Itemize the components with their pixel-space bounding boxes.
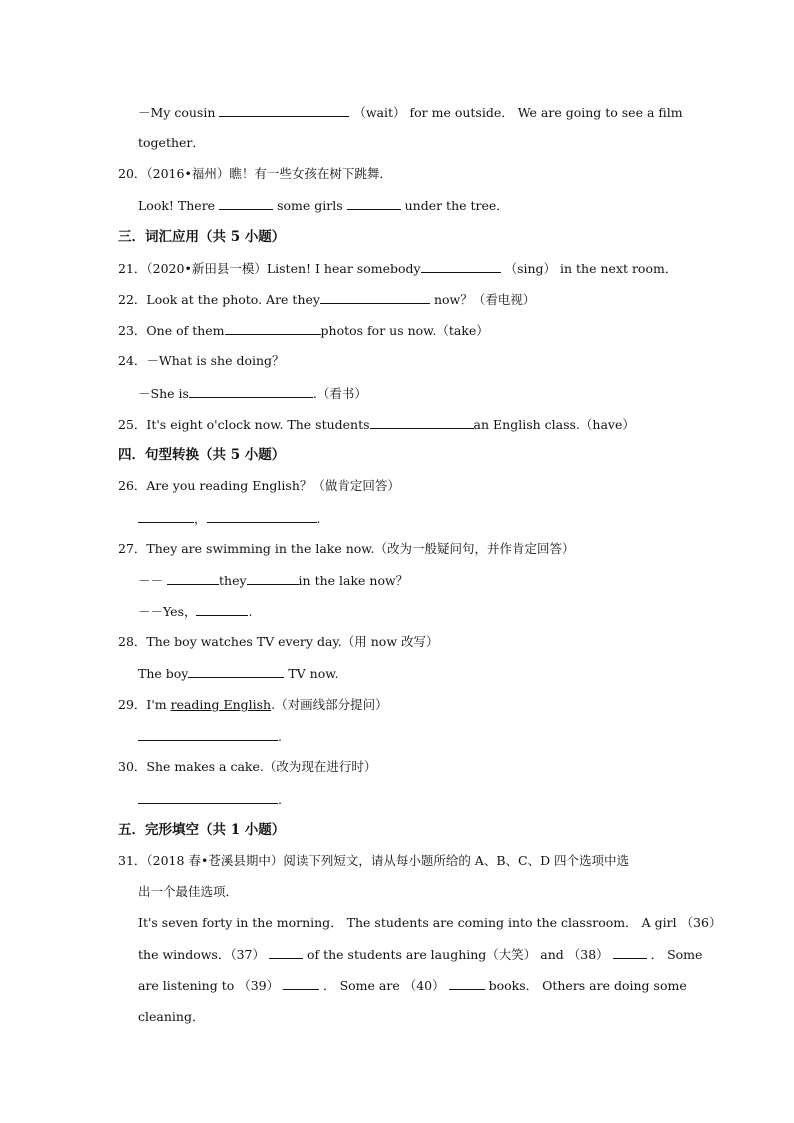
q21-text-a: 21．（2020•新田县一模）Listen! I hear somebody (118, 261, 421, 276)
q25-text-a: 25．It's eight o'clock now. The students (118, 417, 370, 432)
q27-they: they (219, 573, 247, 588)
q26-blank-2[interactable] (207, 509, 317, 523)
q31-passage-4: cleaning． (138, 1009, 205, 1024)
q31-blank-40[interactable] (449, 976, 485, 990)
section-3-title: 三．词汇应用（共 5 小题） (118, 229, 286, 245)
q27-blank-3[interactable] (196, 602, 248, 616)
q24-question: 24．－What is she doing？ (118, 353, 285, 368)
q21-text-b: （sing） in the next room． (504, 261, 678, 276)
q20-blank-2[interactable] (347, 196, 401, 210)
q22-blank[interactable] (320, 290, 430, 304)
q31-text-3a: are listening to （39） (138, 978, 280, 993)
q27-dash: －－ (138, 573, 164, 588)
q25-text-b: an English class.（have） (473, 417, 635, 432)
q24-blank[interactable] (189, 384, 313, 398)
section-4-title: 四．句型转换（共 5 小题） (118, 447, 286, 463)
q25-blank[interactable] (370, 415, 474, 429)
q30-answer (138, 790, 282, 809)
q20-text-a: Look! There (138, 198, 216, 213)
q31-instruction-1: 31．（2018 春•苍溪县期中）阅读下列短文，请从每小题所给的 A、B、C、D 四个选项中选 (118, 853, 630, 868)
q23-text-a: 23．One of them (118, 323, 225, 338)
q31-instruction-2: 出一个最佳选项． (138, 884, 239, 899)
q31-text-3b: ． Some are （40） (323, 978, 445, 993)
q27-yes: －－Yes， (138, 604, 197, 619)
q19-text-a: －My cousin (138, 105, 216, 120)
q22 (118, 290, 535, 309)
q23 (118, 321, 489, 340)
q20-prompt: 20．（2016•福州）瞧！有一些女孩在树下跳舞． (118, 166, 392, 181)
q20-text-b: some girls (277, 198, 343, 213)
q29-blank[interactable] (138, 727, 278, 741)
q29-period: . (278, 729, 282, 744)
q29-text-b: .（对画线部分提问） (271, 697, 388, 712)
q25 (118, 415, 635, 434)
q23-blank[interactable] (225, 321, 321, 335)
q29-text-a: 29．I'm (118, 697, 171, 712)
q27-line-c (138, 602, 252, 621)
q28-text-b2: TV now. (288, 666, 339, 681)
q31-passage-2 (138, 945, 703, 964)
q27-period: . (248, 604, 253, 619)
q31-passage-1: It's seven forty in the morning． The students are coming into the classroom． A girl （36） (138, 915, 722, 930)
q28-answer (138, 664, 338, 683)
q27-text-b3: in the lake now？ (298, 573, 409, 588)
q21 (118, 259, 677, 278)
q31-blank-38[interactable] (613, 945, 647, 959)
q27-line-b (138, 571, 408, 590)
q31-text-2a: the windows．（37） (138, 947, 265, 962)
q31-text-2c: ． Some (650, 947, 703, 962)
q20-blank-1[interactable] (219, 196, 273, 210)
q22-text-a: 22．Look at the photo. Are they (118, 292, 320, 307)
q20-text-c: under the tree． (404, 198, 509, 213)
q29-answer (138, 727, 282, 746)
q24-text-c: .（看书） (312, 386, 367, 401)
q21-blank[interactable] (421, 259, 501, 273)
q28-text-b1: The boy (138, 666, 189, 681)
q28-question: 28．The boy watches TV every day.（用 now 改写） (118, 634, 439, 649)
q30-blank[interactable] (138, 790, 278, 804)
q24-text-b: －She is (138, 386, 189, 401)
q30-question: 30．She makes a cake.（改为现在进行时） (118, 759, 377, 774)
q24-answer (138, 384, 367, 403)
q31-blank-37[interactable] (269, 945, 303, 959)
q19-text-b: （wait） for me outside． We are going to see a film (353, 105, 683, 120)
q29-question (118, 696, 388, 714)
q19-line1 (138, 103, 683, 122)
q23-text-b: photos for us now.（take） (320, 323, 489, 338)
q20-sentence (138, 196, 509, 215)
q30-period: . (278, 792, 282, 807)
q19-line2: together． (138, 135, 205, 150)
q29-underlined: reading English (170, 697, 272, 712)
section-5-title: 五．完形填空（共 1 小题） (118, 822, 286, 838)
q27-question: 27．They are swimming in the lake now.（改为一般疑问句，并作肯定回答） (118, 541, 575, 556)
q26-blank-1[interactable] (138, 509, 194, 523)
q26-question: 26．Are you reading English？（做肯定回答） (118, 478, 400, 493)
q31-passage-3 (138, 976, 687, 995)
q19-blank[interactable] (219, 103, 349, 117)
q31-text-2b: of the students are laughing（大笑） and （38） (306, 947, 609, 962)
q31-text-3c: books． Others are doing some (488, 978, 687, 993)
q26-period: . (316, 511, 321, 526)
q27-blank-2[interactable] (247, 571, 299, 585)
q31-blank-39[interactable] (283, 976, 319, 990)
q27-blank-1[interactable] (167, 571, 219, 585)
q22-text-b: now？（看电视） (433, 292, 536, 307)
q26-comma: ， (194, 511, 207, 526)
q26-answer (138, 509, 321, 528)
q28-blank[interactable] (188, 664, 284, 678)
